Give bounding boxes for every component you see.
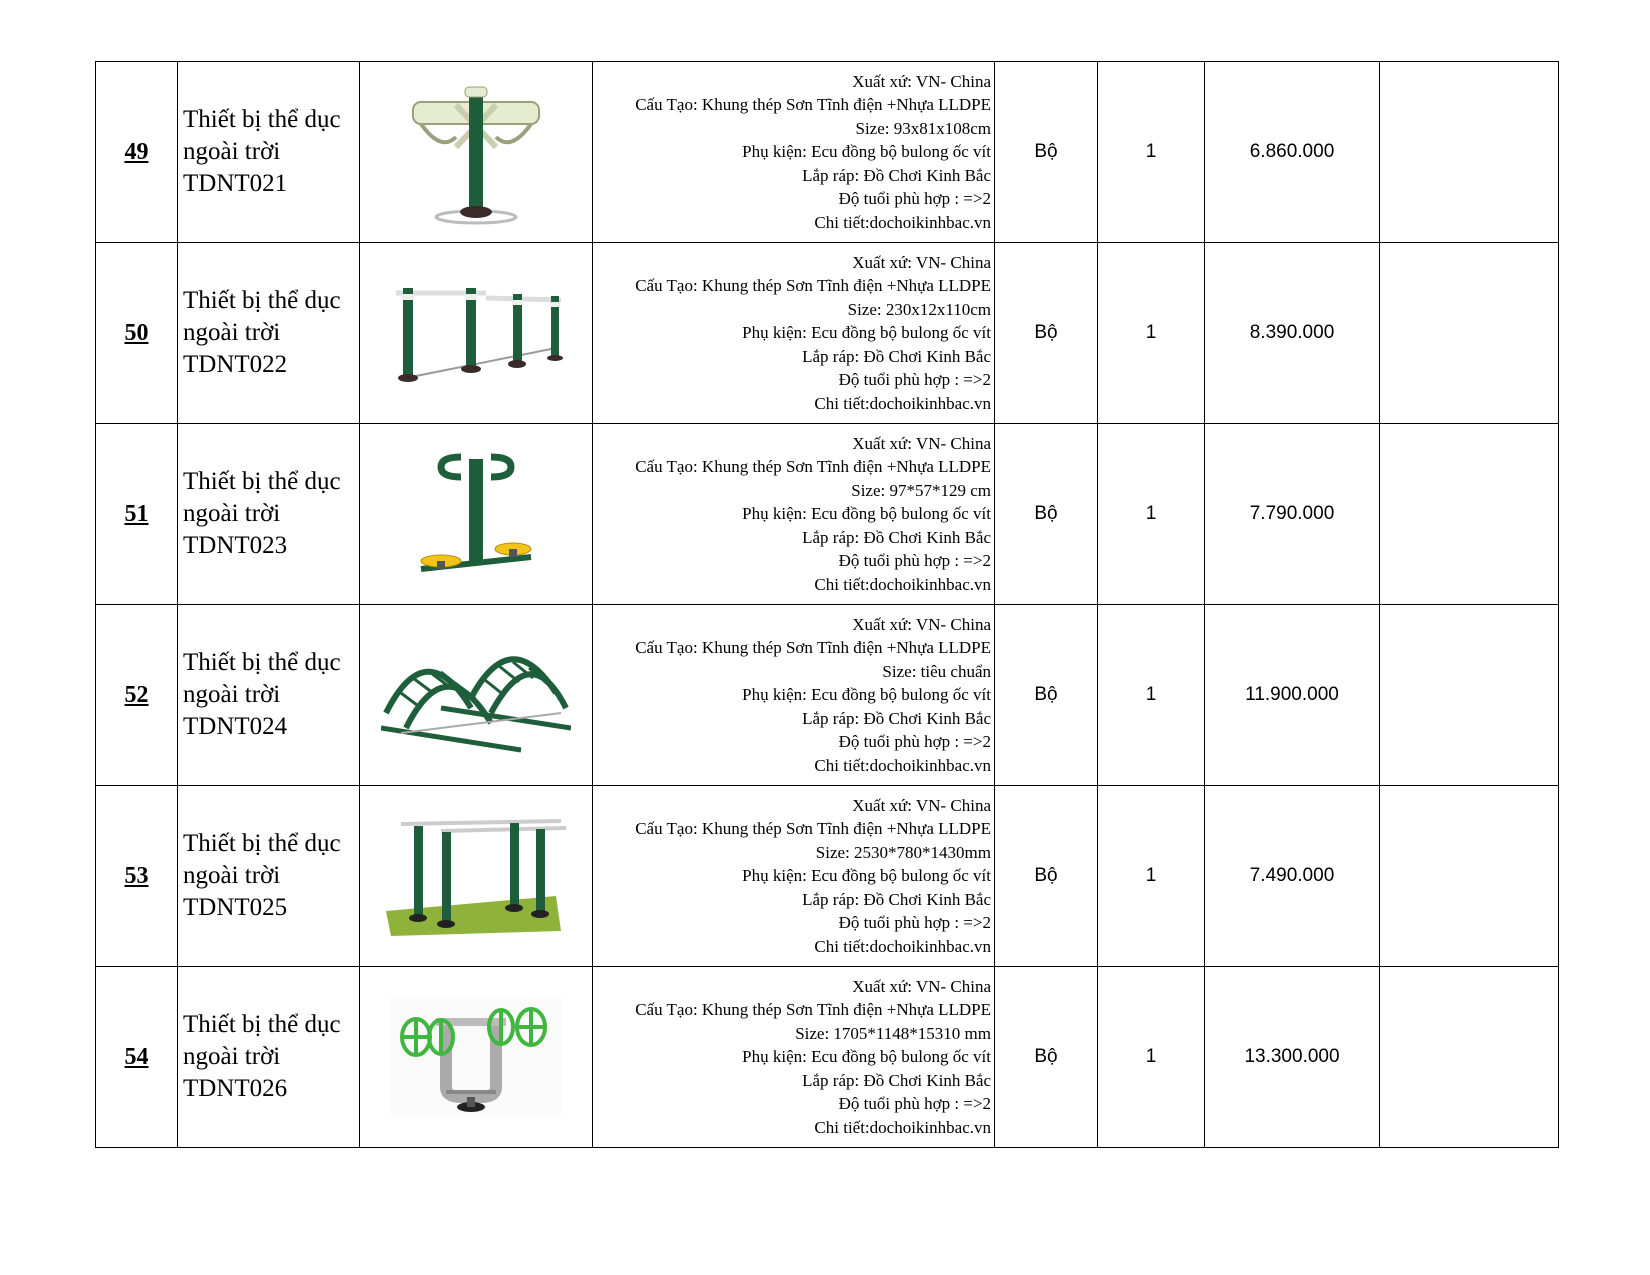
spec-cell	[593, 967, 995, 1148]
spec-line: Cấu Tạo: Khung thép Sơn Tĩnh điện +Nhựa LLDPE	[635, 819, 991, 839]
row-number-cell	[96, 243, 178, 424]
spec-line: Chi tiết:dochoikinhbac.vn	[814, 212, 991, 232]
product-name-line: TDNT025	[183, 894, 288, 921]
product-name-cell	[178, 786, 360, 967]
spec-line: Lắp ráp: Đồ Chơi Kinh Bắc	[802, 165, 991, 185]
product-name-line: Thiết bị thể dục	[183, 468, 341, 495]
quantity-cell	[1098, 605, 1205, 786]
row-number: 50	[124, 319, 149, 346]
price: 13.300.000	[1244, 1046, 1340, 1067]
product-name-line: Thiết bị thể dục	[183, 1011, 341, 1038]
spec-line: Lắp ráp: Đồ Chơi Kinh Bắc	[802, 889, 991, 909]
spec-line: Phụ kiện: Ecu đồng bộ bulong ốc vít	[742, 1047, 991, 1067]
spec-cell	[593, 424, 995, 605]
product-name-line: Thiết bị thể dục	[183, 287, 341, 314]
product-name-cell	[178, 243, 360, 424]
unit: Bộ	[1034, 322, 1058, 343]
quantity: 1	[1145, 684, 1157, 705]
row-number: 51	[124, 500, 149, 527]
spec-line: Lắp ráp: Đồ Chơi Kinh Bắc	[802, 527, 991, 547]
product-name-line: TDNT023	[183, 532, 288, 559]
product-image-cell	[360, 967, 593, 1148]
spec-cell	[593, 605, 995, 786]
spec-line: Cấu Tạo: Khung thép Sơn Tĩnh điện +Nhựa LLDPE	[635, 1000, 991, 1020]
product-name-cell	[178, 605, 360, 786]
spec-line: Xuất xứ: VN- China	[852, 433, 991, 453]
spec-line: Độ tuổi phù hợp : =>2	[838, 551, 991, 571]
product-name-line: ngoài trời	[183, 862, 281, 889]
product-image-cell	[360, 786, 593, 967]
note-cell	[1380, 605, 1559, 786]
spec-line: Cấu Tạo: Khung thép Sơn Tĩnh điện +Nhựa LLDPE	[635, 276, 991, 296]
product-image-cell	[360, 424, 593, 605]
row-number: 54	[124, 1043, 149, 1070]
note-cell	[1380, 424, 1559, 605]
spec-line: Chi tiết:dochoikinhbac.vn	[814, 936, 991, 956]
quantity-cell	[1098, 424, 1205, 605]
spec-line: Size: 1705*1148*15310 mm	[795, 1023, 991, 1043]
table-row	[96, 605, 1559, 786]
spec-line: Size: 2530*780*1430mm	[815, 842, 991, 862]
product-name-cell	[178, 424, 360, 605]
spec-line: Độ tuổi phù hợp : =>2	[838, 732, 991, 752]
quantity: 1	[1145, 141, 1157, 162]
row-number: 49	[124, 138, 149, 165]
spec-line: Độ tuổi phù hợp : =>2	[838, 1094, 991, 1114]
spec-line: Phụ kiện: Ecu đồng bộ bulong ốc vít	[742, 323, 991, 343]
product-name-line: ngoài trời	[183, 681, 281, 708]
row-number-cell	[96, 786, 178, 967]
parallel-bars-icon	[360, 816, 592, 936]
spec-line: Lắp ráp: Đồ Chơi Kinh Bắc	[802, 708, 991, 728]
spec-line: Độ tuổi phù hợp : =>2	[838, 913, 991, 933]
product-name-line: TDNT024	[183, 713, 288, 740]
unit: Bộ	[1034, 684, 1058, 705]
product-name-line: Thiết bị thể dục	[183, 106, 341, 133]
price-cell	[1205, 243, 1380, 424]
unit-cell	[995, 243, 1098, 424]
spec-line: Size: 230x12x110cm	[847, 299, 991, 319]
unit-cell	[995, 424, 1098, 605]
product-name-line: Thiết bị thể dục	[183, 649, 341, 676]
price: 11.900.000	[1245, 684, 1339, 705]
spec-line: Độ tuổi phù hợp : =>2	[838, 189, 991, 209]
quantity: 1	[1145, 322, 1157, 343]
unit-cell	[995, 967, 1098, 1148]
spec-line: Độ tuổi phù hợp : =>2	[838, 370, 991, 390]
price: 6.860.000	[1249, 141, 1335, 162]
row-number-cell	[96, 605, 178, 786]
spec-line: Phụ kiện: Ecu đồng bộ bulong ốc vít	[742, 142, 991, 162]
twist-waist-trainer-icon	[360, 77, 592, 227]
spec-line: Xuất xứ: VN- China	[852, 976, 991, 996]
arch-ladder-bench-icon	[360, 638, 592, 753]
unit: Bộ	[1034, 141, 1058, 162]
unit-cell	[995, 605, 1098, 786]
row-number-cell	[96, 62, 178, 243]
price-cell	[1205, 62, 1380, 243]
table-row	[96, 786, 1559, 967]
spec-line: Size: tiêu chuẩn	[882, 661, 991, 681]
spec-line: Chi tiết:dochoikinhbac.vn	[814, 574, 991, 594]
unit-cell	[995, 786, 1098, 967]
row-number-cell	[96, 424, 178, 605]
spec-cell	[593, 786, 995, 967]
price-cell	[1205, 967, 1380, 1148]
product-image-cell	[360, 605, 593, 786]
quantity-cell	[1098, 786, 1205, 967]
unit: Bộ	[1034, 1046, 1058, 1067]
spec-line: Xuất xứ: VN- China	[852, 614, 991, 634]
product-name-line: TDNT026	[183, 1075, 288, 1102]
row-number: 52	[124, 681, 149, 708]
price: 7.490.000	[1249, 865, 1335, 886]
table-row	[96, 424, 1559, 605]
product-name-line: ngoài trời	[183, 500, 281, 527]
product-name-line: Thiết bị thể dục	[183, 830, 341, 857]
spec-line: Chi tiết:dochoikinhbac.vn	[814, 1117, 991, 1137]
spec-line: Cấu Tạo: Khung thép Sơn Tĩnh điện +Nhựa LLDPE	[635, 457, 991, 477]
product-name-line: TDNT021	[183, 170, 288, 197]
product-image-cell	[360, 62, 593, 243]
quantity-cell	[1098, 967, 1205, 1148]
product-name-cell	[178, 967, 360, 1148]
quantity: 1	[1145, 865, 1157, 886]
table-row	[96, 243, 1559, 424]
quantity-cell	[1098, 62, 1205, 243]
product-image-cell	[360, 243, 593, 424]
price: 7.790.000	[1249, 503, 1335, 524]
spec-line: Lắp ráp: Đồ Chơi Kinh Bắc	[802, 1070, 991, 1090]
spec-line: Xuất xứ: VN- China	[852, 795, 991, 815]
spec-line: Chi tiết:dochoikinhbac.vn	[814, 755, 991, 775]
note-cell	[1380, 786, 1559, 967]
horizontal-bars-icon	[360, 278, 592, 388]
spec-line: Cấu Tạo: Khung thép Sơn Tĩnh điện +Nhựa LLDPE	[635, 95, 991, 115]
product-name-line: TDNT022	[183, 351, 288, 378]
spec-cell	[593, 243, 995, 424]
spec-cell	[593, 62, 995, 243]
row-number-cell	[96, 967, 178, 1148]
quantity: 1	[1145, 503, 1157, 524]
note-cell	[1380, 967, 1559, 1148]
unit-cell	[995, 62, 1098, 243]
price-cell	[1205, 605, 1380, 786]
product-name-line: ngoài trời	[183, 138, 281, 165]
product-table	[95, 61, 1559, 1148]
spec-line: Xuất xứ: VN- China	[852, 252, 991, 272]
product-name-line: ngoài trời	[183, 1043, 281, 1070]
unit: Bộ	[1034, 865, 1058, 886]
spec-line: Size: 93x81x108cm	[855, 118, 991, 138]
note-cell	[1380, 62, 1559, 243]
twister-plates-icon	[360, 449, 592, 579]
spec-line: Size: 97*57*129 cm	[851, 480, 991, 500]
unit: Bộ	[1034, 503, 1058, 524]
row-number: 53	[124, 862, 149, 889]
hand-wheels-icon	[360, 997, 592, 1117]
quantity: 1	[1145, 1046, 1157, 1067]
product-name-cell	[178, 62, 360, 243]
quantity-cell	[1098, 243, 1205, 424]
price-cell	[1205, 786, 1380, 967]
table-row	[96, 62, 1559, 243]
spec-line: Phụ kiện: Ecu đồng bộ bulong ốc vít	[742, 504, 991, 524]
price: 8.390.000	[1249, 322, 1335, 343]
product-name-line: ngoài trời	[183, 319, 281, 346]
note-cell	[1380, 243, 1559, 424]
spec-line: Cấu Tạo: Khung thép Sơn Tĩnh điện +Nhựa LLDPE	[635, 638, 991, 658]
price-cell	[1205, 424, 1380, 605]
spec-line: Lắp ráp: Đồ Chơi Kinh Bắc	[802, 346, 991, 366]
spec-line: Phụ kiện: Ecu đồng bộ bulong ốc vít	[742, 685, 991, 705]
spec-line: Xuất xứ: VN- China	[852, 71, 991, 91]
table-row	[96, 967, 1559, 1148]
spec-line: Phụ kiện: Ecu đồng bộ bulong ốc vít	[742, 866, 991, 886]
spec-line: Chi tiết:dochoikinhbac.vn	[814, 393, 991, 413]
